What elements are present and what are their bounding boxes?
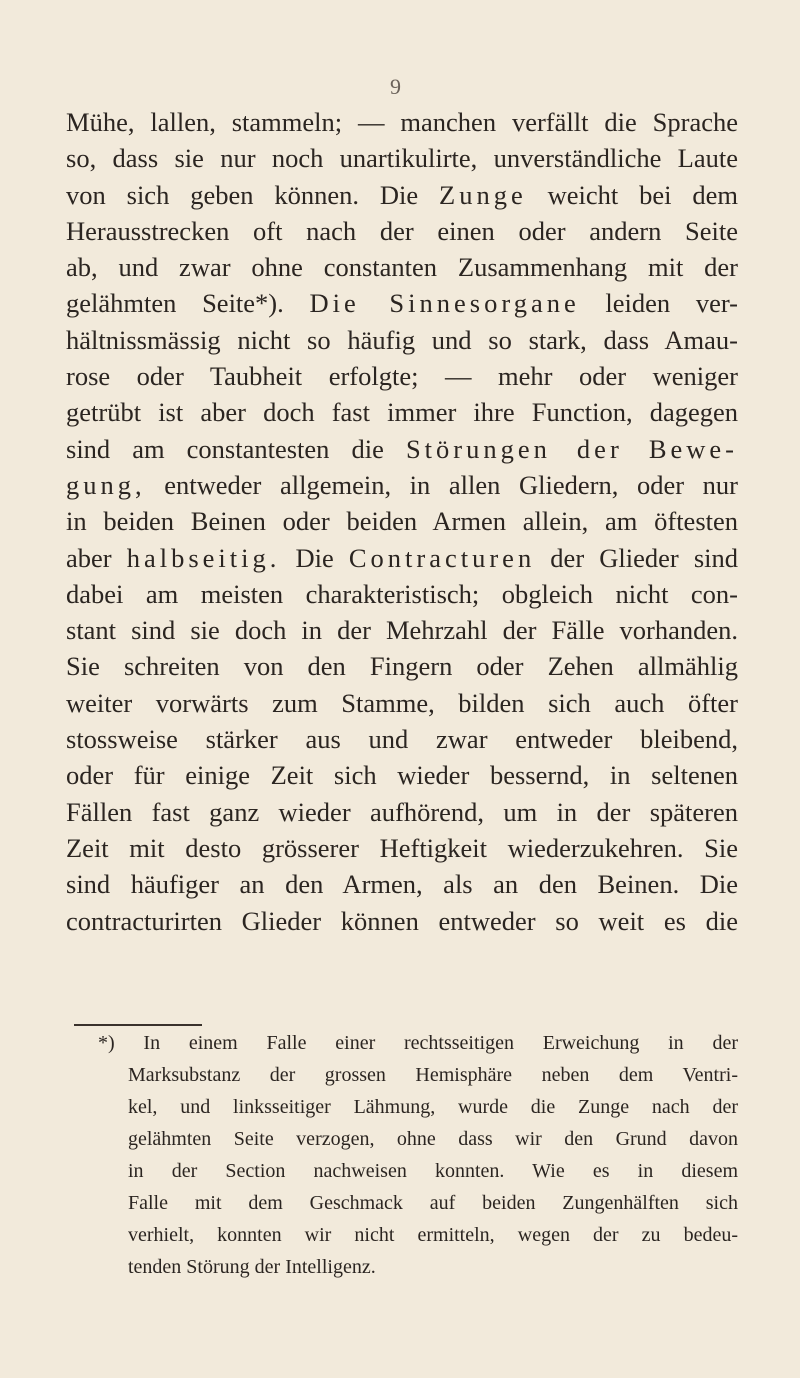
text-segment: weiter vorwärts zum Stamme, bilden sich auch öfter xyxy=(66,687,738,718)
text-segment: von sich geben können. Die xyxy=(66,179,440,210)
text-segment: sind häufiger an den Armen, als an den Beinen. Die xyxy=(66,869,738,900)
body-line xyxy=(66,866,738,902)
emphasized-text: Zunge xyxy=(439,179,527,210)
text-segment: Zeit mit desto grösserer Heftigkeit wiederzukehren. Sie xyxy=(66,832,738,863)
footnote-line: verhielt, konnten wir nicht ermitteln, wegen der zu bedeu- xyxy=(128,1224,738,1246)
body-line xyxy=(66,104,738,140)
body-line xyxy=(66,322,738,358)
body-line xyxy=(66,576,738,612)
text-segment: der Glieder sind xyxy=(535,542,738,573)
body-line xyxy=(66,177,738,213)
text-segment: leiden ver- xyxy=(579,288,739,319)
text-segment: Mühe, lallen, stammeln; — manchen verfällt die Sprache xyxy=(66,107,738,137)
text-segment: weicht bei dem xyxy=(526,179,738,210)
footnote-line: kel, und linksseitiger Lähmung, wurde die Zunge nach der xyxy=(128,1096,738,1118)
text-segment: in beiden Beinen oder beiden Armen allein, am öftesten xyxy=(66,506,738,537)
emphasized-text: Störungen der Bewe- xyxy=(405,433,738,464)
footnote-line: Marksubstanz der grossen Hemisphäre neben dem Ventri- xyxy=(128,1064,738,1086)
body-line xyxy=(66,213,738,249)
body-text xyxy=(66,104,738,939)
body-line xyxy=(66,685,738,721)
body-line xyxy=(66,830,738,866)
text-segment: rose oder Taubheit erfolgte; — mehr oder weniger xyxy=(66,361,738,392)
body-line xyxy=(66,757,738,793)
body-line xyxy=(66,431,738,467)
body-line xyxy=(66,721,738,757)
body-line xyxy=(66,612,738,648)
text-segment: stossweise stärker aus und zwar entweder bleibend, xyxy=(66,724,738,755)
body-line xyxy=(66,394,738,430)
footnote-line: tenden Störung der Intelligenz. xyxy=(128,1256,376,1278)
body-line xyxy=(66,540,738,576)
text-segment: aber xyxy=(66,542,127,573)
body-line xyxy=(66,285,738,321)
text-segment: Fällen fast ganz wieder aufhörend, um in der späteren xyxy=(66,796,738,827)
body-line xyxy=(66,648,738,684)
footnote-line: gelähmten Seite verzogen, ohne dass wir den Grund davon xyxy=(128,1128,738,1150)
text-segment: Sie schreiten von den Fingern oder Zehen allmählig xyxy=(66,651,738,682)
emphasized-text: halbseitig. xyxy=(126,542,281,573)
body-line xyxy=(66,903,738,939)
text-segment: dabei am meisten charakteristisch; obgleich nicht con- xyxy=(66,578,738,609)
footnote-divider xyxy=(74,1024,202,1026)
text-segment: gelähmten Seite*). xyxy=(66,288,310,319)
text-segment: so, dass sie nur noch unartikulirte, unverständliche Laute xyxy=(66,143,738,174)
emphasized-text: gung, xyxy=(66,469,146,500)
emphasized-text: Contracturen xyxy=(348,542,536,573)
text-segment: contracturirten Glieder können entweder so weit es die xyxy=(66,905,738,936)
footnote xyxy=(98,1027,738,1283)
body-line xyxy=(66,503,738,539)
body-line xyxy=(66,467,738,503)
page-number: 9 xyxy=(390,74,401,99)
footnote-line: in der Section nachweisen konnten. Wie es in diesem xyxy=(128,1160,738,1182)
text-segment: Die xyxy=(280,542,349,573)
footnote-line: Falle mit dem Geschmack auf beiden Zungenhälften sich xyxy=(128,1192,738,1214)
emphasized-text: Die Sinnesorgane xyxy=(309,288,580,319)
body-line xyxy=(66,794,738,830)
text-segment: getrübt ist aber doch fast immer ihre Function, dagegen xyxy=(66,397,738,428)
body-line xyxy=(66,140,738,176)
text-segment: oder für einige Zeit sich wieder bessernd, in seltenen xyxy=(66,760,738,791)
text-segment: sind am constantesten die xyxy=(66,433,406,464)
text-segment: ab, und zwar ohne constanten Zusammenhang mit der xyxy=(66,252,738,283)
footnote-line: *) In einem Falle einer rechtsseitigen Erweichung in der xyxy=(98,1032,738,1054)
text-segment: entweder allgemein, in allen Gliedern, oder nur xyxy=(145,469,738,500)
text-segment: stant sind sie doch in der Mehrzahl der Fälle vorhanden. xyxy=(66,615,738,646)
body-line xyxy=(66,358,738,394)
text-segment: Herausstrecken oft nach der einen oder andern Seite xyxy=(66,215,738,246)
body-line xyxy=(66,249,738,285)
text-segment: hältnissmässig nicht so häufig und so stark, dass Amau- xyxy=(66,324,738,355)
